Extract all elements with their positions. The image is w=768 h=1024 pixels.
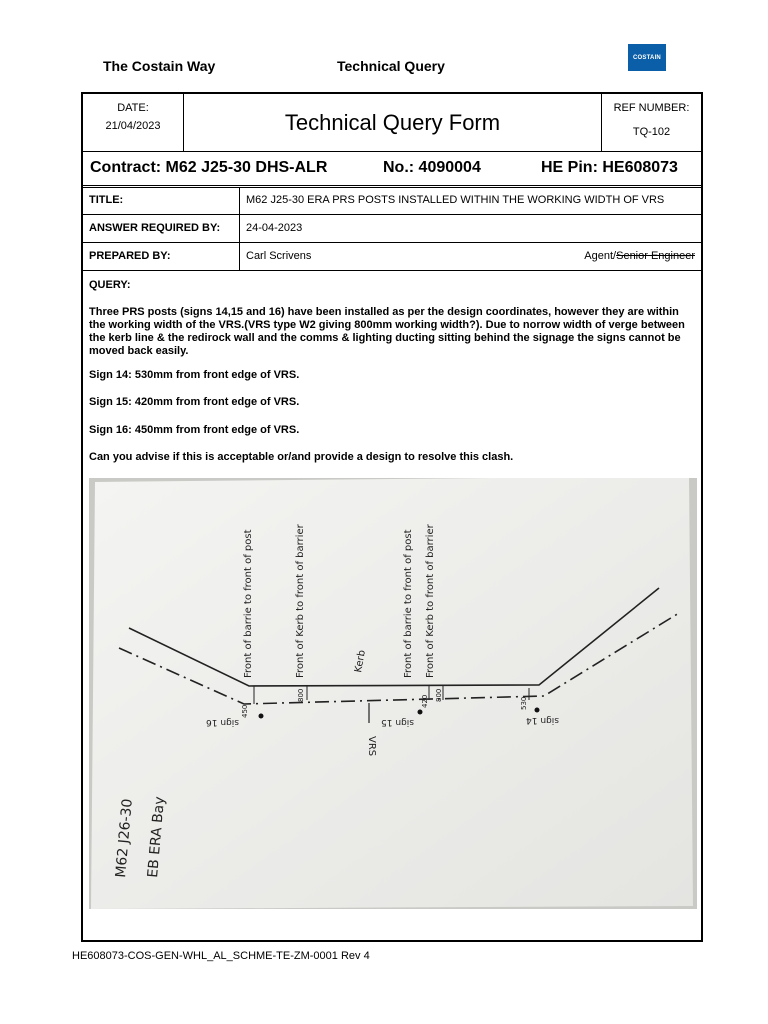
query-sign-16: Sign 16: 450mm from front edge of VRS. [89,424,300,436]
contract-number: No.: 4090004 [383,159,481,176]
query-paragraph: Three PRS posts (signs 14,15 and 16) have been installed as per the design coordinates, however they are within the working width of the VRS.(VRS type W2 giving 800mm working width?). Due to norrow width of verge between the kerb line & the redirock wall and the comms & lighting ducting sitting behind the signage the signs cannot be moved back easily. [89,306,685,357]
he-pin: HE Pin: HE608073 [541,159,678,176]
annotation-4: Front of Kerb to front of barrier [425,524,436,678]
dim-800-a: 800 [297,688,305,702]
sketch-photo [89,478,697,909]
query-sign-14: Sign 14: 530mm from front edge of VRS. [89,369,300,381]
document-reference: HE608073-COS-GEN-WHL_AL_SCHME-TE-ZM-0001 Rev 4 [72,950,370,962]
technical-query-form [81,92,703,942]
annotation-1: Front of barrie to front of post [243,529,254,678]
sign-15-post [418,710,423,715]
annotation-2: Front of Kerb to front of barrier [295,524,306,678]
dim-800-b: 800 [435,688,443,702]
sign-16-post [259,714,264,719]
sign-14-label: sign 14 [526,715,559,725]
prepared-cell [239,242,701,270]
prepared-role-agent: Agent/ [584,250,617,262]
ref-value: TQ-102 [632,126,671,138]
date-label: DATE: [117,102,149,114]
date-cell [83,94,183,151]
costain-logo: COSTAIN [628,44,666,71]
annotation-3: Front of barrie to front of post [403,529,414,678]
query-section [83,270,701,940]
m62-label-2: EB ERA Bay [145,795,169,879]
query-sign-15: Sign 15: 420mm from front edge of VRS. [89,396,300,408]
date-value: 21/04/2023 [105,120,161,132]
prepared-label: PREPARED BY: [83,242,239,270]
dim-530: 530 [520,696,528,710]
dim-450: 450 [241,704,249,718]
sign-14-post [535,708,540,713]
ref-label: REF NUMBER: [613,102,690,114]
dim-420: 420 [421,694,429,708]
sketch-drawing [89,478,697,909]
form-title: Technical Query Form [183,94,601,151]
m62-label-1: M62 J26-30 [113,798,136,879]
sign-16-label: sign 16 [206,717,239,727]
prepared-role-struck: Senior Engineer [616,250,695,262]
vrs-label: VRS [366,736,377,757]
query-ask: Can you advise if this is acceptable or/and provide a design to resolve this clash. [89,451,514,463]
prepared-role [584,250,695,262]
company-way-heading: The Costain Way [103,58,216,74]
kerb-label: Kerb [353,649,368,674]
query-label: QUERY: [89,279,131,291]
sketch-paper [91,478,693,909]
title-value: M62 J25-30 ERA PRS POSTS INSTALLED WITHIN THE WORKING WIDTH OF VRS [239,187,701,214]
sign-15-label: sign 15 [381,717,414,727]
doc-type-heading: Technical Query [337,58,445,74]
title-label: TITLE: [83,187,239,214]
answer-label: ANSWER REQUIRED BY: [83,214,239,242]
ref-cell [601,94,701,151]
contract-text: Contract: M62 J25-30 DHS-ALR [90,159,328,176]
answer-value: 24-04-2023 [239,214,701,242]
prepared-value: Carl Scrivens [246,250,312,262]
contract-row [83,151,701,186]
